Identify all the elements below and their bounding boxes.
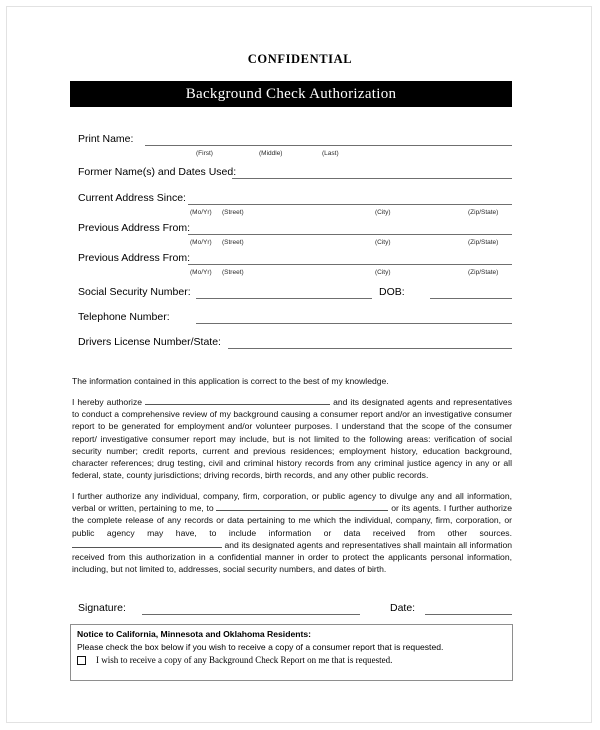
previous-address-2-sub-zipstate: (Zip/State) xyxy=(468,269,499,276)
former-names-label: Former Name(s) and Dates Used: xyxy=(78,166,237,178)
authorize-p1-pre: I hereby authorize xyxy=(72,397,143,407)
date-input[interactable] xyxy=(425,614,512,615)
print-name-input[interactable] xyxy=(145,145,512,146)
company-name-blank-1[interactable] xyxy=(145,404,330,405)
previous-address-2-input[interactable] xyxy=(188,264,512,265)
ssn-label: Social Security Number: xyxy=(78,286,191,298)
current-address-label: Current Address Since: xyxy=(78,192,186,204)
previous-address-1-sub-moyr: (Mo/Yr) xyxy=(190,239,212,246)
drivers-license-input[interactable] xyxy=(228,348,512,349)
previous-address-1-input[interactable] xyxy=(188,234,512,235)
current-address-input[interactable] xyxy=(188,204,512,205)
authorization-paragraph-2 xyxy=(72,490,512,575)
print-name-sub-middle: (Middle) xyxy=(259,150,283,157)
authorize-p2-mid: or its agents. I further authorize the complete release of any records or data pertaining to me which the individual, company, firm, corporation, or public agency may have, to include information or data received from other sources. xyxy=(72,503,512,538)
receive-copy-checkbox-label: I wish to receive a copy of any Background Check Report on me that is requested. xyxy=(96,655,393,665)
previous-address-2-label: Previous Address From: xyxy=(78,252,191,264)
dob-label: DOB: xyxy=(379,286,405,298)
authorize-p1-post: and its designated agents and representatives to conduct a comprehensive review of my background causing a consumer report and/or an investigative consumer report to be generated for employment and/or volunteer purposes. I understand that the scope of the consumer report/ investigative consumer report may include, but is not limited to the following areas: verification of social security number; credit reports, current and previous residences; employment history, education background, character references; drug testing, civil and criminal history records from any criminal justice agency in any or all federal, state, county jurisdictions; driving records, birth records, and any other public records. xyxy=(72,397,513,481)
signature-input[interactable] xyxy=(142,614,360,615)
authorize-p2-pre: I further authorize any individual, company, firm, corporation, or public agency to divulge any and all information, verbal or written, pertaining to me, to xyxy=(72,491,512,514)
signature-label: Signature: xyxy=(78,602,126,614)
notice-checkbox-row[interactable] xyxy=(77,655,392,665)
previous-address-2-sub-street: (Street) xyxy=(222,269,244,276)
date-label: Date: xyxy=(390,602,416,614)
title-banner xyxy=(70,81,512,107)
page-title: Background Check Authorization xyxy=(185,85,397,102)
previous-address-1-sub-city: (City) xyxy=(375,239,391,246)
current-address-sub-moyr: (Mo/Yr) xyxy=(190,209,212,216)
former-names-input[interactable] xyxy=(232,178,512,179)
print-name-label: Print Name: xyxy=(78,133,134,145)
company-name-blank-2[interactable] xyxy=(216,510,388,511)
previous-address-1-sub-street: (Street) xyxy=(222,239,244,246)
current-address-sub-city: (City) xyxy=(375,209,391,216)
previous-address-1-sub-zipstate: (Zip/State) xyxy=(468,239,499,246)
receive-copy-checkbox[interactable] xyxy=(77,656,86,665)
residents-notice-box xyxy=(70,624,513,681)
notice-body: Please check the box below if you wish to receive a copy of a consumer report that is requested. xyxy=(77,642,444,652)
print-name-sub-last: (Last) xyxy=(322,150,339,157)
telephone-label: Telephone Number: xyxy=(78,311,170,323)
telephone-input[interactable] xyxy=(196,323,512,324)
current-address-sub-street: (Street) xyxy=(222,209,244,216)
print-name-sub-first: (First) xyxy=(196,150,213,157)
dob-input[interactable] xyxy=(430,298,512,299)
authorization-paragraph-1 xyxy=(72,396,512,481)
current-address-sub-zipstate: (Zip/State) xyxy=(468,209,499,216)
ssn-input[interactable] xyxy=(196,298,372,299)
authorize-p2-post: and its designated agents and representatives shall maintain all information received from this authorization in a confidential manner in order to protect the applicants personal information, including, but not limited to, addresses, social security numbers, and dates of birth. xyxy=(72,539,513,575)
confidential-label: CONFIDENTIAL xyxy=(247,52,353,66)
drivers-license-label: Drivers License Number/State: xyxy=(78,336,221,348)
company-name-blank-3[interactable] xyxy=(72,547,222,548)
previous-address-2-sub-city: (City) xyxy=(375,269,391,276)
previous-address-2-sub-moyr: (Mo/Yr) xyxy=(190,269,212,276)
statement-paragraph: The information contained in this application is correct to the best of my knowledge. xyxy=(72,376,389,386)
notice-title: Notice to California, Minnesota and Oklahoma Residents: xyxy=(77,629,311,639)
previous-address-1-label: Previous Address From: xyxy=(78,222,191,234)
